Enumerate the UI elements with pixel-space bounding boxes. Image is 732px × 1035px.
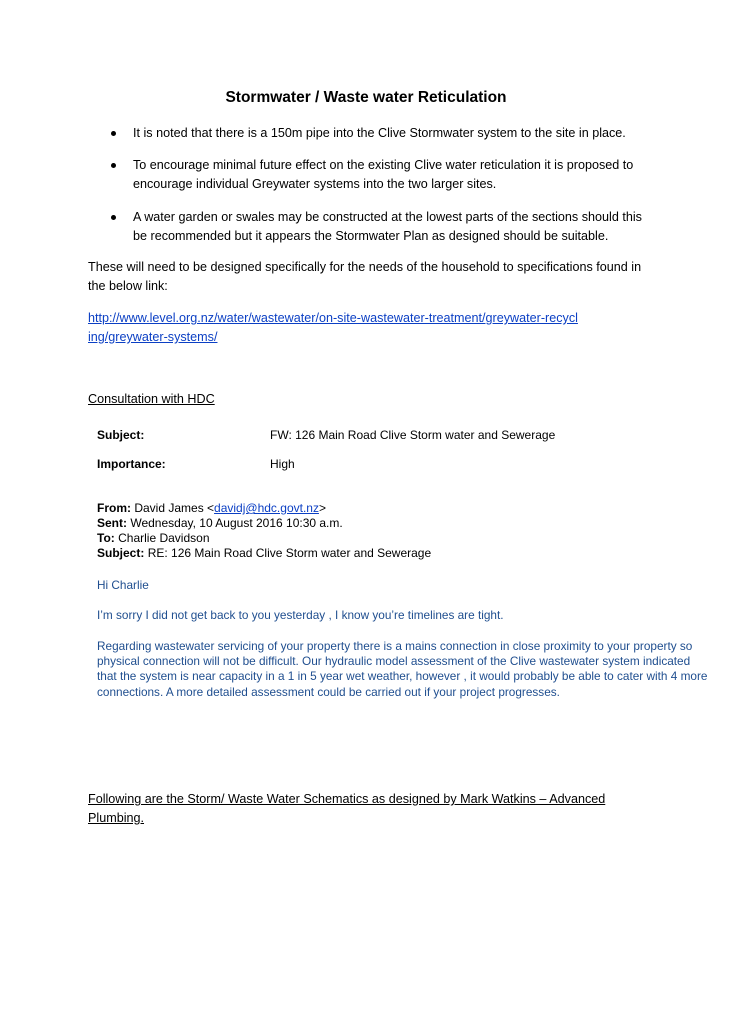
list-item <box>133 156 653 194</box>
bullet-text: It is noted that there is a 150m pipe into the Clive Stormwater system to the site in place. <box>133 126 626 140</box>
list-item <box>133 208 653 246</box>
email-subject-line <box>97 546 431 562</box>
email-apology: I’m sorry I did not get back to you yesterday , I know you’re timelines are tight. <box>97 608 504 622</box>
email-to-line <box>97 531 210 547</box>
email-subject-label: Subject: <box>97 546 145 560</box>
bullet-dot-icon <box>111 215 116 220</box>
page-title: Stormwater / Waste water Reticulation <box>225 89 507 106</box>
email-from-line <box>97 501 326 517</box>
bullet-text: To encourage minimal future effect on the existing Clive water reticulation it is proposed to encourage individual Greywater systems into the two larger sites. <box>133 158 634 191</box>
email-to-label: To: <box>97 531 115 545</box>
forward-subject-value: FW: 126 Main Road Clive Storm water and Sewerage <box>270 428 556 442</box>
email-from-name: David James < <box>134 501 215 515</box>
email-greeting: Hi Charlie <box>97 578 149 592</box>
list-item <box>133 124 653 143</box>
schematics-note-text: Following are the Storm/ Waste Water Schematics as designed by Mark Watkins – Advanced Plumbing. <box>88 792 606 825</box>
email-from-address[interactable]: davidj@hdc.govt.nz <box>214 501 319 515</box>
greywater-link[interactable]: http://www.level.org.nz/water/wastewater/on-site-wastewater-treatment/greywater-recycling/greywater-systems/ <box>88 311 578 344</box>
email-from-label: From: <box>97 501 131 515</box>
email-body: Regarding wastewater servicing of your property there is a mains connection in close proximity to your property so physical connection will not be difficult. Our hydraulic model assessment of the Clive wastewater system indicated that the system is near capacity in a 1 in 5 year wet weather, however , it would probably be able to cater with 4 more connections. A more detailed assessment could be carried out if your project progresses. <box>97 639 708 699</box>
consultation-heading <box>88 390 648 409</box>
email-sent-line <box>97 516 343 532</box>
bullet-dot-icon <box>111 131 116 136</box>
importance-label: Importance: <box>97 457 166 471</box>
bullet-text: A water garden or swales may be constructed at the lowest parts of the sections should this be recommended but it appears the Stormwater Plan as designed should be suitable. <box>133 210 642 243</box>
greywater-link-container <box>88 309 578 347</box>
consultation-heading-text: Consultation with HDC <box>88 392 215 406</box>
email-to-value: Charlie Davidson <box>118 531 210 545</box>
email-from-close: > <box>318 501 326 515</box>
bullet-dot-icon <box>111 163 116 168</box>
email-sent-value: Wednesday, 10 August 2016 10:30 a.m. <box>130 516 343 530</box>
importance-value: High <box>270 457 295 471</box>
email-subject-value: RE: 126 Main Road Clive Storm water and Sewerage <box>147 546 432 560</box>
intro-paragraph: These will need to be designed specifically for the needs of the household to specifications found in the below link: <box>88 260 642 293</box>
forward-subject-label: Subject: <box>97 428 145 442</box>
email-sent-label: Sent: <box>97 516 127 530</box>
schematics-note <box>88 790 628 828</box>
